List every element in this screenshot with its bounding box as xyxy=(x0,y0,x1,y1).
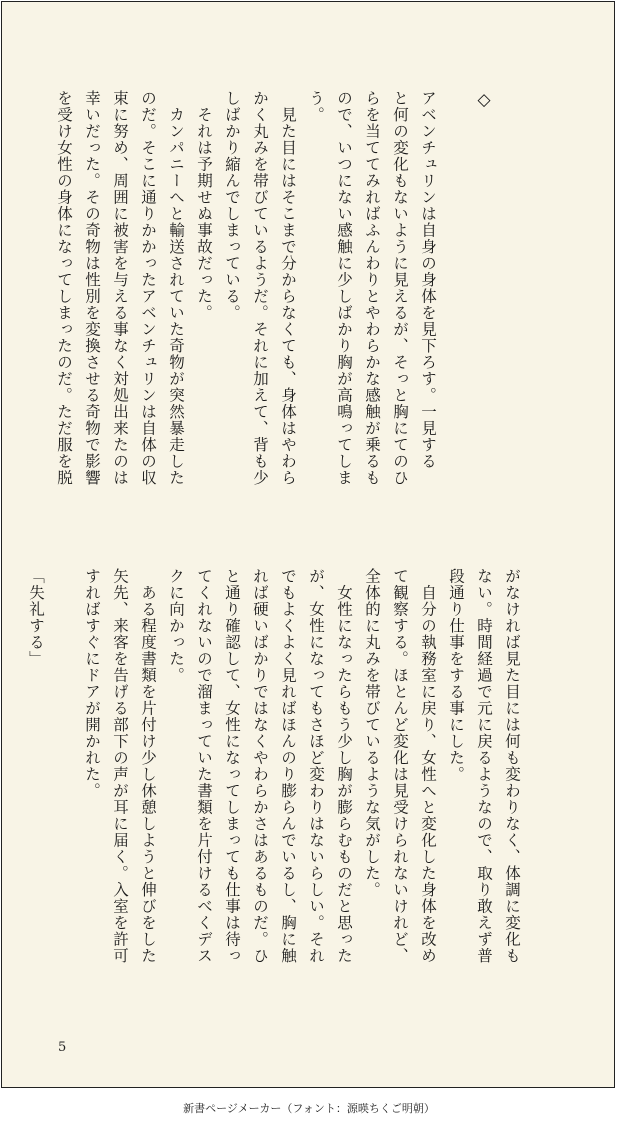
lower-line: て観察する。ほとんど変化は見受けられないけれど、 xyxy=(391,568,409,964)
lower-line: れば硬いばかりではなくやわらかさはあるものだ。ひ xyxy=(251,568,269,964)
lower-line xyxy=(50,568,78,1008)
book-page xyxy=(1,1,615,1088)
upper-line: しばかり縮んでしまっている。 xyxy=(223,90,241,321)
upper-line: 幸いだった。その奇物は性別を変換させる奇物で影響 xyxy=(83,90,101,486)
lower-line: 矢先、来客を告げる部下の声が耳に届く。入室を許可 xyxy=(111,568,129,964)
lower-line: がなければ見た目には何も変わりなく、体調に変化も xyxy=(503,568,521,964)
section-divider-diamond: ◇ xyxy=(474,90,494,111)
credit-line: 新書ページメーカー（フォント：源暎ちくご明朝） xyxy=(183,1102,435,1115)
text-block-upper xyxy=(50,90,526,530)
text-block-lower xyxy=(22,568,526,1008)
upper-line: と何の変化もないように見えるが、そっと胸にてのひ xyxy=(391,90,409,486)
lower-line: クに向かった。 xyxy=(167,568,185,684)
upper-line: ので、いつにない感触に少しばかり胸が高鳴ってしま xyxy=(335,90,353,486)
upper-line: のだ。そこに通りかかったアベンチュリンは自体の収 xyxy=(139,90,157,486)
upper-line: らを当ててみればふんわりとやわらかな感触が乗るも xyxy=(363,90,381,486)
lower-line: でもよくよく見ればほんのり膨らんでいるし、胸に触 xyxy=(279,568,297,964)
upper-line: 見た目にはそこまで分からなくても、身体はやわら xyxy=(279,90,297,486)
upper-line: を受け女性の身体になってしまったのだ。ただ服を脱 xyxy=(55,90,73,486)
upper-line: それは予期せぬ事故だった。 xyxy=(195,90,213,321)
upper-line xyxy=(498,90,526,530)
lower-line: 段通り仕事をする事にした。 xyxy=(447,568,465,783)
lower-line: 「失礼する」 xyxy=(27,568,45,667)
lower-line: が、女性になってもさほど変わりはないらしい。それ xyxy=(307,568,325,964)
upper-line: かく丸みを帯びているようだ。それに加えて、背も少 xyxy=(251,90,269,486)
lower-line: と通り確認して、女性になってしまっても仕事は待っ xyxy=(223,568,241,964)
upper-line: う。 xyxy=(307,90,325,123)
upper-line: アベンチュリンは自身の身体を見下ろす。一見する xyxy=(419,90,437,470)
page-number: 5 xyxy=(58,1040,67,1055)
lower-line: 女性になったらもう少し胸が膨らむものだと思った xyxy=(335,568,353,964)
lower-line: ない。時間経過で元に戻るようなので、取り敢えず普 xyxy=(475,568,493,964)
upper-line: 束に努め、周囲に被害を与える事なく対処出来たのは xyxy=(111,90,129,486)
lower-line: すればすぐにドアが開かれた。 xyxy=(83,568,101,799)
lower-line: 全体的に丸みを帯びているような気がした。 xyxy=(363,568,381,898)
lower-line: てくれないので溜まっていた書類を片付けるべくデス xyxy=(195,568,213,964)
lower-line: 自分の執務室に戻り、女性へと変化した身体を改め xyxy=(419,568,437,964)
lower-line: ある程度書類を片付け少し休憩しようと伸びをした xyxy=(139,568,157,964)
upper-line xyxy=(442,90,470,530)
upper-line: カンパニーへと輸送されていた奇物が突然暴走した xyxy=(167,90,185,486)
